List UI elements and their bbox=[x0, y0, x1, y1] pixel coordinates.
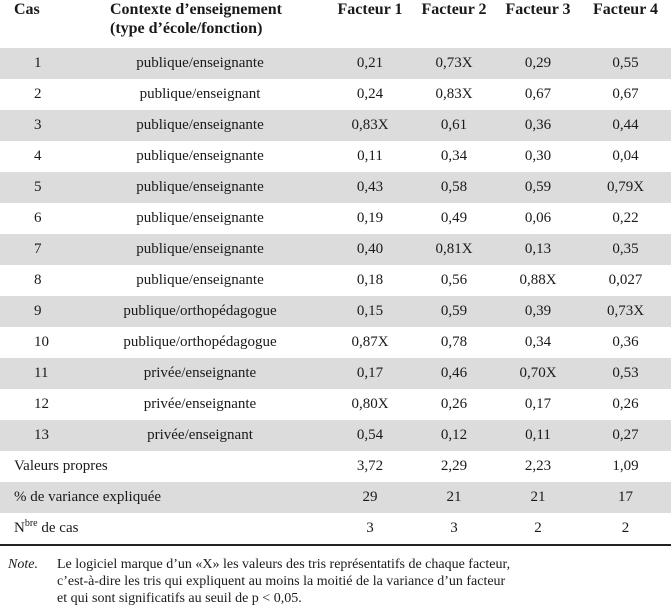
factor-4-cell: 0,53 bbox=[580, 358, 671, 389]
factor-1-cell: 0,18 bbox=[356, 272, 384, 288]
count-label-sup: bre bbox=[24, 518, 38, 529]
case-cell: 13 bbox=[0, 420, 72, 451]
context-cell: privée/enseignant bbox=[72, 420, 328, 451]
factor-1-cell: 0,54 bbox=[328, 420, 412, 451]
table-row bbox=[0, 172, 671, 203]
table-row bbox=[0, 110, 671, 141]
factor-3-cell: 0,06 bbox=[524, 210, 552, 226]
variance-f4: 17 bbox=[580, 482, 671, 513]
factor-2-cell: 0,81X bbox=[412, 234, 496, 265]
note-line-1: Le logiciel marque d’un «X» les valeurs des tris représentatifs de chaque facteur, bbox=[57, 557, 511, 572]
header-factor-3: Facteur 3 bbox=[505, 1, 571, 18]
context-cell: publique/enseignante bbox=[72, 234, 328, 265]
factor-1-cell: 0,21 bbox=[328, 48, 412, 79]
factor-4-cell: 0,73X bbox=[580, 296, 671, 327]
table-row bbox=[0, 48, 671, 79]
factor-2-cell: 0,34 bbox=[440, 148, 468, 164]
factor-1-cell: 0,19 bbox=[356, 210, 384, 226]
table-row bbox=[0, 358, 671, 389]
case-cell: 6 bbox=[34, 210, 42, 226]
factor-2-cell: 0,61 bbox=[412, 110, 496, 141]
factor-1-cell: 0,15 bbox=[328, 296, 412, 327]
factor-1-cell: 0,80X bbox=[351, 396, 389, 412]
table-row bbox=[0, 141, 671, 172]
factor-3-cell: 0,29 bbox=[496, 48, 580, 79]
factor-3-cell: 0,59 bbox=[496, 172, 580, 203]
header-case: Cas bbox=[14, 1, 40, 18]
eigen-f1: 3,72 bbox=[356, 458, 384, 474]
factor-3-cell: 0,88X bbox=[519, 272, 557, 288]
eigen-f3: 2,23 bbox=[524, 458, 552, 474]
context-cell: publique/enseignante bbox=[136, 148, 264, 164]
eigen-f2: 2,29 bbox=[440, 458, 468, 474]
factor-4-cell: 0,36 bbox=[612, 334, 639, 350]
note-line-2: c’est-à-dire les tris qui expliquent au moins la moitié de la variance d’un facteur bbox=[57, 574, 506, 589]
context-cell: publique/orthopédagogue bbox=[123, 334, 277, 350]
header-context-line1: Contexte d’enseignement bbox=[110, 1, 282, 18]
factor-1-cell: 0,17 bbox=[328, 358, 412, 389]
factor-2-cell: 0,26 bbox=[440, 396, 468, 412]
count-label bbox=[0, 513, 328, 545]
case-cell: 10 bbox=[34, 334, 49, 350]
factor-3-cell: 0,70X bbox=[496, 358, 580, 389]
factor-3-cell: 0,17 bbox=[524, 396, 552, 412]
variance-f3: 21 bbox=[496, 482, 580, 513]
context-cell: publique/enseignante bbox=[72, 110, 328, 141]
table-row bbox=[0, 296, 671, 327]
table-row bbox=[0, 203, 671, 234]
case-cell: 1 bbox=[0, 48, 72, 79]
count-label-main: N bbox=[14, 520, 25, 536]
factor-4-cell: 0,79X bbox=[580, 172, 671, 203]
factor-3-cell: 0,11 bbox=[496, 420, 580, 451]
count-f2: 3 bbox=[412, 513, 496, 545]
table-row bbox=[0, 327, 671, 358]
factor-1-cell: 0,43 bbox=[328, 172, 412, 203]
factor-4-cell: 0,35 bbox=[580, 234, 671, 265]
context-cell: publique/orthopédagogue bbox=[72, 296, 328, 327]
table-row bbox=[0, 389, 671, 420]
factor-3-cell: 0,13 bbox=[496, 234, 580, 265]
note-label: Note. bbox=[8, 557, 38, 572]
header-factor-1: Facteur 1 bbox=[337, 1, 403, 18]
factor-4-cell: 0,67 bbox=[612, 86, 639, 102]
table-note bbox=[8, 556, 658, 607]
factor-4-cell: 0,22 bbox=[612, 210, 639, 226]
case-cell: 12 bbox=[34, 396, 49, 412]
count-label-rest: de cas bbox=[37, 520, 79, 536]
table-row bbox=[0, 265, 671, 296]
factor-3-cell: 0,36 bbox=[496, 110, 580, 141]
variance-f1: 29 bbox=[328, 482, 412, 513]
count-f4: 2 bbox=[580, 513, 671, 545]
case-cell: 8 bbox=[34, 272, 42, 288]
context-cell: publique/enseignante bbox=[136, 272, 264, 288]
variance-label: % de variance expliquée bbox=[0, 482, 328, 513]
factor-3-cell: 0,39 bbox=[496, 296, 580, 327]
table-row bbox=[0, 234, 671, 265]
factor-2-cell: 0,12 bbox=[412, 420, 496, 451]
case-cell: 7 bbox=[0, 234, 72, 265]
factor-3-cell: 0,34 bbox=[524, 334, 552, 350]
factor-4-cell: 0,44 bbox=[580, 110, 671, 141]
eigen-f4: 1,09 bbox=[612, 458, 639, 474]
factor-1-cell: 0,11 bbox=[357, 148, 383, 164]
case-cell: 9 bbox=[0, 296, 72, 327]
context-cell: publique/enseignante bbox=[72, 48, 328, 79]
factor-2-cell: 0,78 bbox=[440, 334, 468, 350]
case-cell: 11 bbox=[0, 358, 72, 389]
header-factor-2: Facteur 2 bbox=[421, 1, 487, 18]
factor-4-cell: 0,55 bbox=[580, 48, 671, 79]
context-cell: privée/enseignante bbox=[72, 358, 328, 389]
count-row bbox=[0, 513, 671, 545]
factor-1-cell: 0,24 bbox=[356, 86, 384, 102]
factor-1-cell: 0,40 bbox=[328, 234, 412, 265]
context-cell: publique/enseignante bbox=[72, 172, 328, 203]
factor-4-cell: 0,26 bbox=[612, 396, 639, 412]
factor-2-cell: 0,56 bbox=[440, 272, 468, 288]
factor-1-cell: 0,83X bbox=[328, 110, 412, 141]
factor-2-cell: 0,49 bbox=[440, 210, 468, 226]
factor-2-cell: 0,73X bbox=[412, 48, 496, 79]
table-header-row bbox=[0, 0, 671, 48]
eigenvalues-label: Valeurs propres bbox=[14, 458, 108, 474]
context-cell: publique/enseignante bbox=[136, 210, 264, 226]
case-cell: 2 bbox=[34, 86, 42, 102]
note-line-3: et qui sont significatifs au seuil de p < 0,05. bbox=[57, 591, 302, 606]
case-cell: 3 bbox=[0, 110, 72, 141]
variance-row bbox=[0, 482, 671, 513]
factor-4-cell: 0,027 bbox=[608, 272, 643, 288]
table-row bbox=[0, 79, 671, 110]
factor-2-cell: 0,83X bbox=[435, 86, 473, 102]
factor-4-cell: 0,04 bbox=[612, 148, 639, 164]
count-f1: 3 bbox=[328, 513, 412, 545]
context-cell: publique/enseignant bbox=[139, 86, 261, 102]
factor-2-cell: 0,58 bbox=[412, 172, 496, 203]
factor-3-cell: 0,67 bbox=[524, 86, 552, 102]
count-f3: 2 bbox=[496, 513, 580, 545]
context-cell: privée/enseignante bbox=[143, 396, 257, 412]
table-row bbox=[0, 420, 671, 451]
factor-1-cell: 0,87X bbox=[351, 334, 389, 350]
header-context-line2: (type d’école/fonction) bbox=[110, 20, 263, 37]
variance-f2: 21 bbox=[412, 482, 496, 513]
factor-3-cell: 0,30 bbox=[524, 148, 552, 164]
factor-2-cell: 0,59 bbox=[412, 296, 496, 327]
header-factor-4: Facteur 4 bbox=[592, 1, 658, 18]
factor-4-cell: 0,27 bbox=[580, 420, 671, 451]
factor-2-cell: 0,46 bbox=[412, 358, 496, 389]
header-context bbox=[72, 0, 328, 48]
eigenvalues-row bbox=[0, 451, 671, 482]
case-cell: 4 bbox=[34, 148, 42, 164]
case-cell: 5 bbox=[0, 172, 72, 203]
